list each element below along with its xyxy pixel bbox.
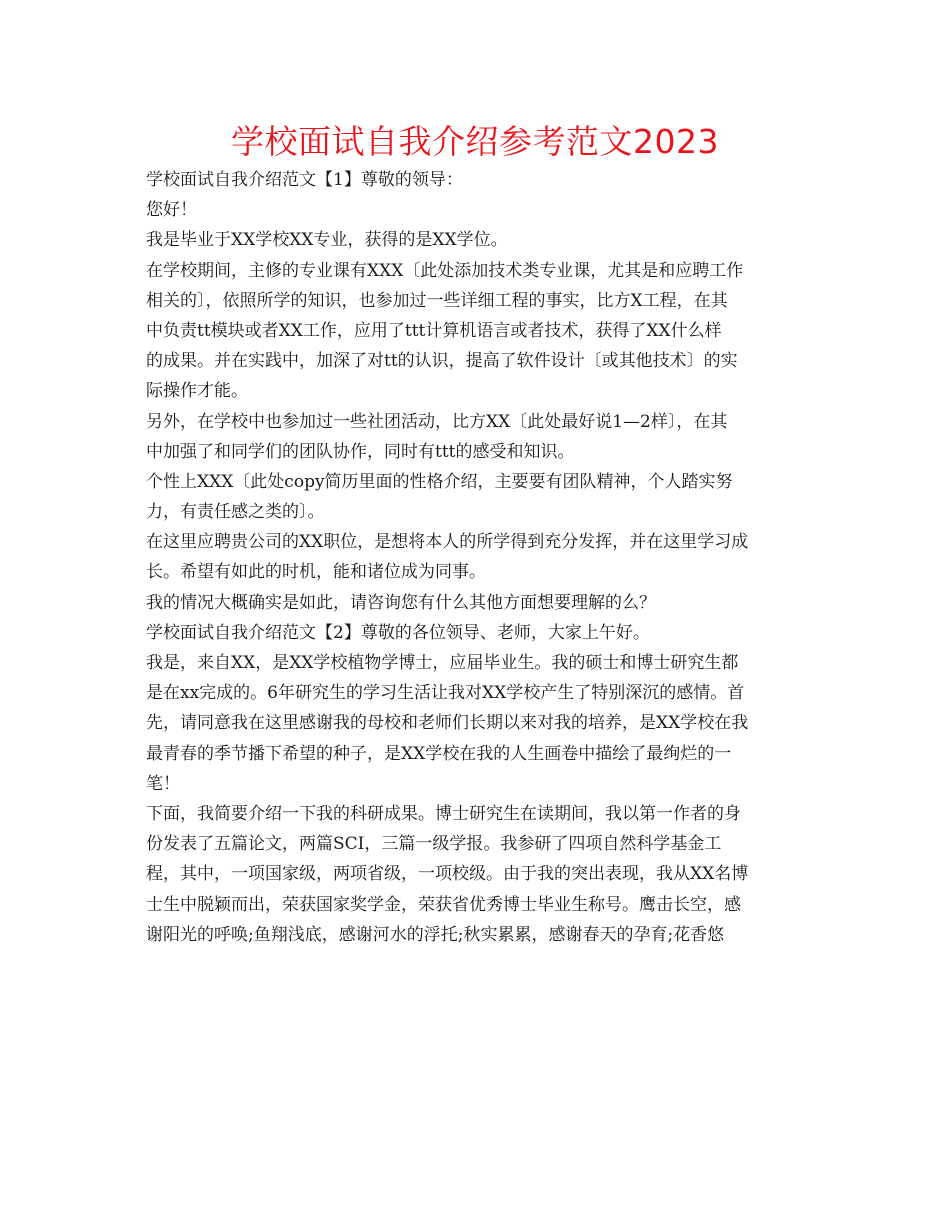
text-line: 相关的〕，依照所学的知识，也参加过一些详细工程的事实，比方X工程，在其 (146, 290, 728, 311)
text-line: 我的情况大概确实是如此，请咨询您有什么其他方面想要理解的么？ (146, 592, 656, 613)
text-line: 在这里应聘贵公司的XX职位，是想将本人的所学得到充分发挥，并在这里学习成 (146, 532, 749, 553)
text-line: 最青春的季节播下希望的种子，是XX学校在我的人生画卷中描绘了最绚烂的一 (146, 743, 732, 764)
text-line: 个性上XXX〔此处copy简历里面的性格介绍，主要要有团队精神，个人踏实努 (146, 471, 733, 492)
text-line: 际操作才能。 (146, 381, 248, 402)
document-title: 学校面试自我介绍参考范文2023 (231, 122, 719, 161)
text-line: 的成果。并在实践中，加深了对tt的认识，提高了软件设计〔或其他技术〕的实 (146, 351, 738, 372)
text-line: 在学校期间，主修的专业课有XXX〔此处添加技术类专业课，尤其是和应聘工作 (146, 260, 744, 281)
text-line: 学校面试自我介绍范文【1】尊敬的领导： (146, 170, 463, 190)
text-line: 先，请同意我在这里感谢我的母校和老师们长期以来对我的培养，是XX学校在我 (146, 713, 749, 734)
text-line: 我是，来自XX，是XX学校植物学博士，应届毕业生。我的硕士和博士研究生都 (146, 653, 739, 673)
text-line: 是在xx完成的。6年研究生的学习生活让我对XX学校产生了特别深沉的感情。首 (146, 683, 745, 704)
text-line: 另外，在学校中也参加过一些社团活动，比方XX〔此处最好说1—2样〕，在其 (146, 411, 728, 432)
text-line: 我是毕业于XX学校XX专业，获得的是XX学位。 (146, 230, 508, 251)
text-line: 士生中脱颖而出，荣获国家奖学金，荣获省优秀博士毕业生称号。鹰击长空，感 (146, 894, 741, 915)
text-line: 程，其中，一项国家级，两项省级，一项校级。由于我的突出表现，我从XX名博 (146, 864, 749, 885)
text-line: 长。希望有如此的时机，能和诸位成为同事。 (146, 562, 486, 583)
document-body (146, 165, 810, 950)
text-line: 力，有责任感之类的〕。 (146, 502, 325, 523)
text-line: 份发表了五篇论文，两篇SCI，三篇一级学报。我参研了四项自然科学基金工 (146, 834, 722, 855)
text-line: 学校面试自我介绍范文【2】尊敬的各位领导、老师，大家上午好。 (146, 622, 650, 643)
text-line: 中加强了和同学们的团队协作，同时有ttt的感受和知识。 (146, 441, 575, 462)
text-line: 下面，我简要介绍一下我的科研成果。博士研究生在读期间，我以第一作者的身 (146, 803, 741, 824)
text-line: 谢阳光的呼唤;鱼翔浅底，感谢河水的浮托;秋实累累，感谢春天的孕育;花香悠 (146, 924, 725, 945)
text-line: 您好！ (146, 200, 197, 221)
text-line: 中负责tt模块或者XX工作，应用了ttt计算机语言或者技术，获得了XX什么样 (146, 320, 722, 341)
text-line: 笔！ (146, 773, 180, 794)
